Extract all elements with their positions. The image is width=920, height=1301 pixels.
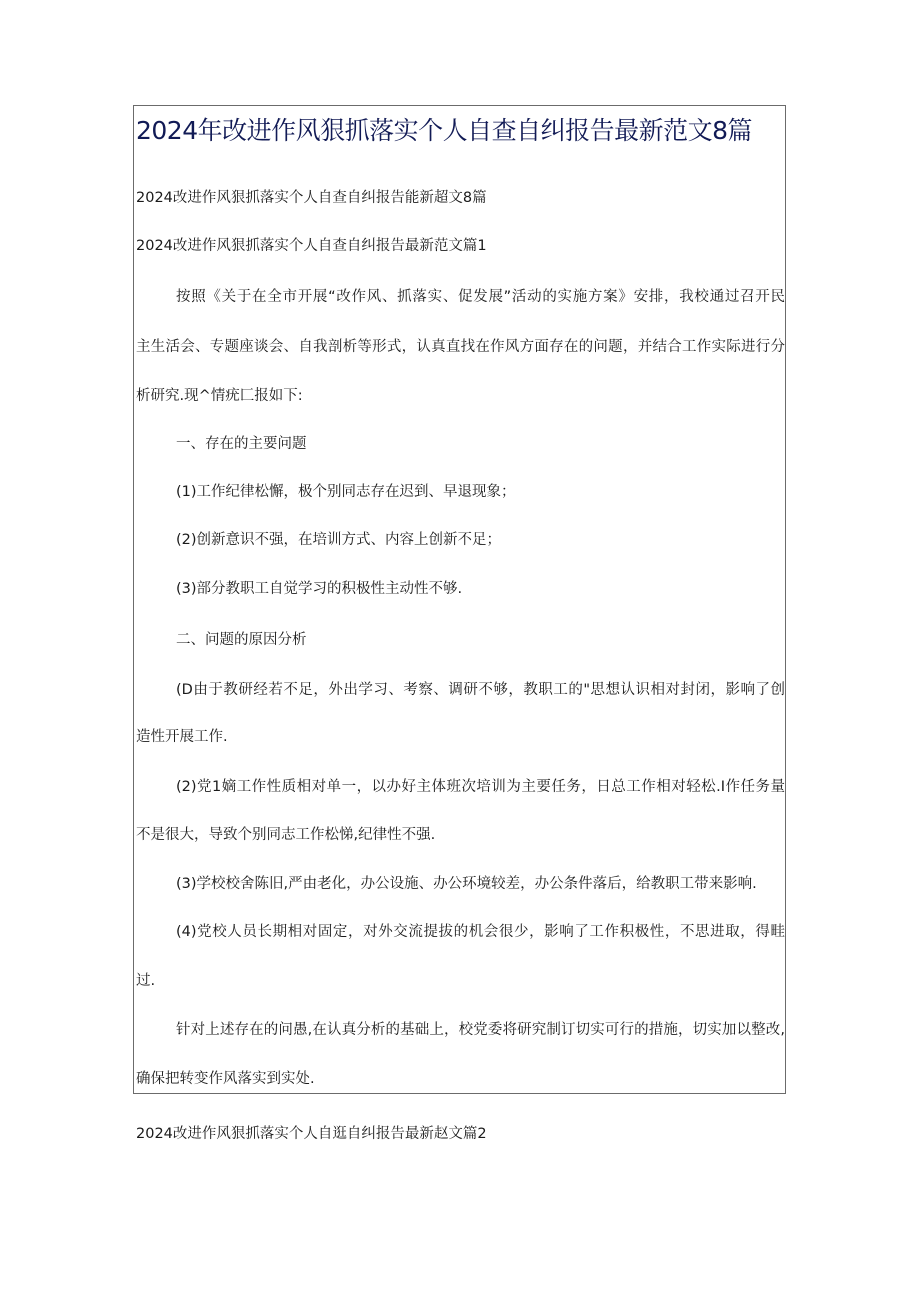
cause-4-line-2: 过. (136, 973, 156, 989)
issue-3: (3)部分教职工自觉学习的积极性主动性不够. (176, 581, 463, 597)
section-2-heading: 2024改进作风狠抓落实个人自逛自纠报告最新赵文篇2 (136, 1126, 487, 1142)
cause-2-line-1: (2)党1嫡工作性质相对单一，以办好主体班次培训为主要任务，日总工作相对轻松.I作任务量 (176, 779, 785, 795)
intro-paragraph-line-2: 主生活会、专题座谈会、自我剖析等形式，认真直找在作风方面存在的问题，并结合工作实际进行分 (136, 339, 785, 355)
issue-1: (1)工作纪律松懈，极个别同志存在迟到、早退现象； (176, 484, 516, 500)
cause-2-line-2: 不是很大，导致个别同志工作松悌,纪律性不强. (136, 827, 436, 843)
part-1-heading: 一、存在的主要问题 (176, 436, 307, 452)
conclusion-line-2: 确保把转变作风落实到实处. (136, 1071, 315, 1087)
cause-1-line-2: 造性开展工作. (136, 729, 228, 745)
section-1-heading: 2024改进作风狠抓落实个人自查自纠报告最新范文篇1 (136, 238, 487, 254)
cause-1-line-1: (D由于教研经若不足，外出学习、考察、调研不够，教职工的"思想认识相对封闭，影响了创 (176, 682, 785, 698)
document-subtitle: 2024改进作风狠抓落实个人自查自纠报告能新超文8篇 (136, 190, 487, 206)
intro-paragraph-line-1: 按照《关于在全市开展“改作风、抓落实、促发展”活动的实施方案》安排，我校通过召开民 (176, 289, 785, 305)
issue-2: (2)创新意识不强，在培训方式、内容上创新不足； (176, 532, 502, 548)
cause-3: (3)学校校舍陈旧,严由老化，办公设施、办公环境较差，办公条件落后，给教职工带来影响. (176, 876, 757, 892)
document-title: 2024年改进作风狠抓落实个人自查自纠报告最新范文8篇 (136, 116, 753, 145)
cause-4-line-1: (4)党校人员长期相对固定，对外交流提拔的机会很少，影响了工作积极性，不思进取，得畦 (176, 924, 785, 940)
conclusion-line-1: 针对上述存在的问愚,在认真分析的基础上，校党委将研究制订切实可行的措施，切实加以整改, (176, 1022, 785, 1038)
part-2-heading: 二、问题的原因分析 (176, 632, 307, 648)
intro-paragraph-line-3: 析研究.现^情疣匚报如下: (136, 388, 303, 404)
